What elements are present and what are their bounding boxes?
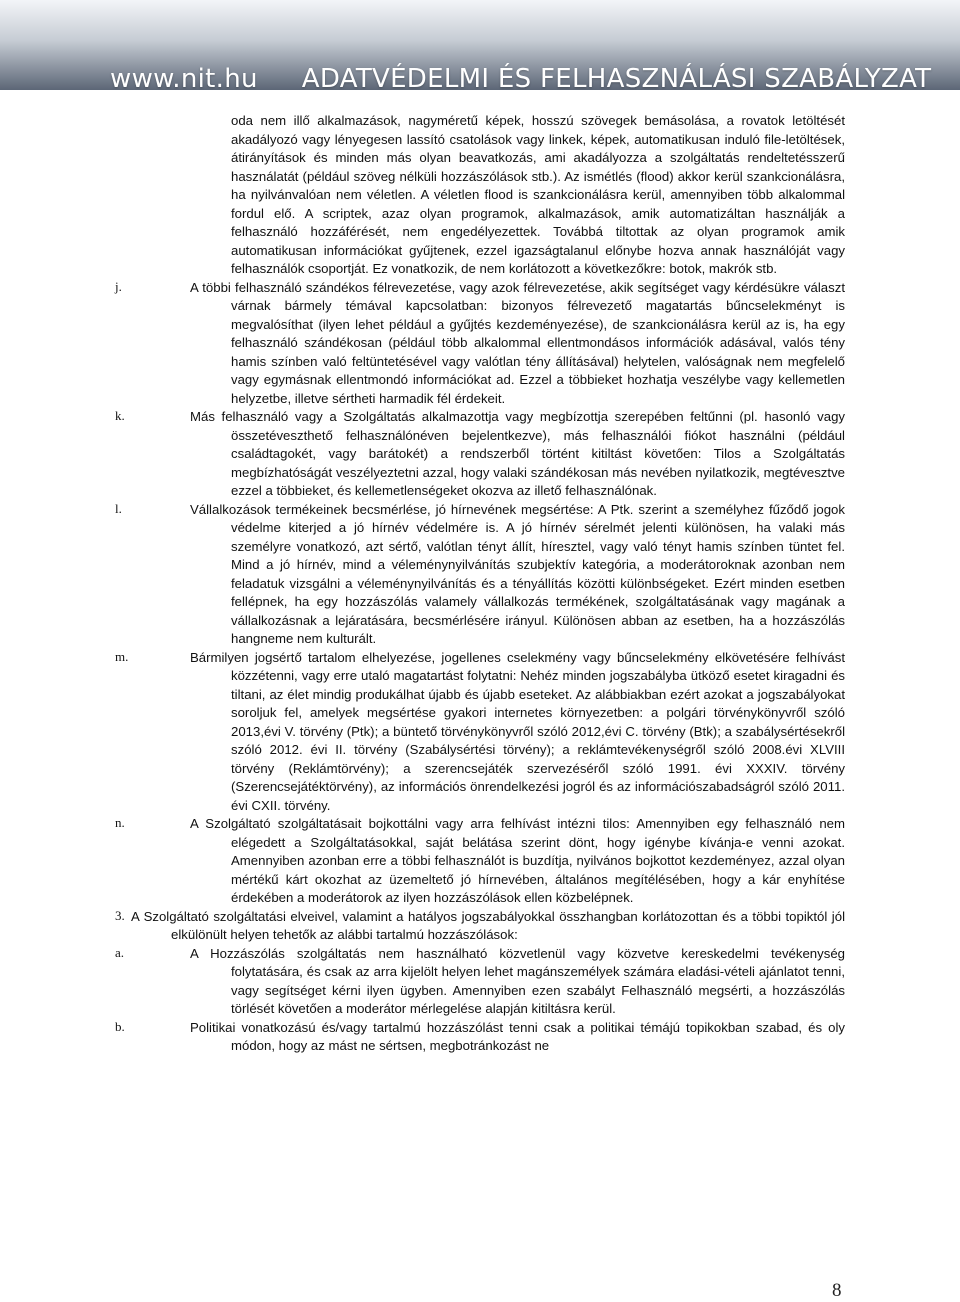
item-text: A Hozzászólás szolgáltatás nem használható közvetlenül vagy közvetve kereskedelmi tevékenység folytatására, és csak az arra kijelölt helyen lehet magánszemélyek számára eladási-vételi ajánlatot tenni, vagy segítséget kérni ilyen ügyben. Amennyiben ezen szabályt Felhasználó megsérti, a hozzászólás törlését követően a moderátor mérlegelése alapján kitiltásra kerül. <box>190 945 845 1016</box>
section-3 <box>115 907 845 945</box>
item-label: b. <box>115 1018 125 1034</box>
page-number: 8 <box>832 1280 842 1301</box>
section-text: A Szolgáltató szolgáltatási elveivel, valamint a hatályos jogszabályokkal összhangban korlátozottan és a többi topiktól jól elkülönült helyen tehetők az alábbi tartalmú hozzászólások: <box>131 908 845 942</box>
section-label: 3. <box>115 907 125 923</box>
list-item-j <box>115 278 845 409</box>
item-label: l. <box>115 500 122 516</box>
item-text: Bármilyen jogsértő tartalom elhelyezése, jogellenes cselekmény vagy bűncselekmény elkövetésére felhívást közzétenni, vagy erre utaló magatartást folytatni: Nehéz minden jogszabályba ütköző esetet kiragadni és tiltani, az élet mindig produkálhat újabb és újabb eseteket. Az alábbiakban ezért azokat a jogszabályokat soroljuk fel, amelyek megsértése gyakori internetes környezetben: a polgári törvénykönyvről szóló 2013,évi V. törvény (Ptk); a büntető törvénykönyvről szóló 2012,évi C. törvény (Btk); a szabálysértésekről szóló 2012. évi II. törvény (Szabálysértési törvény); a reklámtevékenységről szóló 2008.évi XLVIII törvény (Reklámtörvény); a szerencsejáték szervezéséről szóló 1991. évi XXXIV. törvény (Szerencsejátéktörvény), az információs önrendelkezési jogról és az információszabadságról szóló 2011. évi CXII. törvény. <box>190 649 845 813</box>
item-text: Más felhasználó vagy a Szolgáltatás alkalmazottja vagy megbízottja szerepében feltűnni (pl. hasonló vagy összetéveszthető felhasználónéven bejelentkezve), más felhasználói fiókot használni (például családtagokét, vagy barátokét) a rendszerből történt kitiltást követően: Tilos a Szolgáltatás megbízhatóságát veszélyeztetni azzal, hogy valaki szándékosan más nevében nyilatkozik, megtévesztve ezzel a többieket, és kellemetlenségeket okozva az illető felhasználónak. <box>190 409 845 498</box>
list-item-m <box>115 648 845 816</box>
list-item-n <box>115 815 845 908</box>
list-item-k <box>115 408 845 501</box>
sub-item-b <box>115 1018 845 1056</box>
item-label: j. <box>115 278 122 294</box>
sub-item-a <box>115 944 845 1019</box>
item-text: A Szolgáltató szolgáltatásait bojkottálni vagy arra felhívást intézni tilos: Amennyiben egy felhasználó nem elégedett a Szolgáltatásokkal, saját belátása szerint dönt, hogy igénybe kívánja-e venni azokat. Amennyiben azonban erre a többi felhasználót is buzdítja, nyilvános bojkottot kezdeményez, azzal olyan mértékű kárt okozhat az üzemeltető jó hírnevében, általános megítélésében, hogy a kár enyhítése érdekében a moderátorok az ilyen hozzászólások ellen közbelépnek. <box>190 816 845 905</box>
continuation-paragraph: oda nem illő alkalmazások, nagyméretű képek, hosszú szövegek bemásolása, a rovatok letöltését akadályozó vagy lényegesen lassító csatolások vagy linkek, képek, automatikusan induló file-letöltések, átirányítások és minden más olyan beavatkozás, ami akadályozza a szolgáltatás rendeltetésszerű használatát (például szöveg nélküli hozzászólások stb.). Az ismétlés (flood) akkor kerül szankcionálásra, ha nyilvánvalóan nem véletlen. A véletlen flood is szankcionálásra kerül, amennyiben több alkalommal fordul elő. A scriptek, azaz olyan programok, alkalmazások, amik automatizáltan használják a felhasználó hozzáférését, nem engedélyezettek. Továbbá tiltottak az olyan programok amik automatikusan információkat gyűjtenek, ezzel igazságtalanul előnybe hozva annak használóját vagy felhasználók csoportját. Ez vonatkozik, de nem korlátozott a következőkre: botok, makrók stb. <box>231 113 845 276</box>
header-title: ADATVÉDELMI ÉS FELHASZNÁLÁSI SZABÁLYZAT <box>301 64 932 90</box>
header-site[interactable]: www.nit.hu <box>110 64 258 90</box>
document-body <box>0 112 960 1056</box>
item-label: n. <box>115 815 125 830</box>
item-label: m. <box>115 648 129 664</box>
item-label: k. <box>115 408 125 423</box>
item-text: Vállalkozások termékeinek becsmérlése, jó hírnevének megsértése: A Ptk. szerint a személyhez fűződő jogok védelme kiterjed a jó hírnév védelmére is. A jó hírnév sérelmét jelenti különösen, ha valaki más személyre vonatkozó, azt sértő, valótlan tényt állít, híresztel, vagy való tényt hamis színben tüntet fel. Mind a jó hírnév, mind a véleménynyilvánítás szubjektív kategória, a moderátoroknak azonban nem feladatuk vizsgálni a véleménynyilvánítás és a tényállítás közötti különbségeket. Ezért minden esetben fellépnek, ha egy hozzászólás valamely vállalkozás termékének, szolgáltatásának vagy magának a vállalkozásnak a lejáratására, becsmérlésére irányul. Különösen abban az esetben, ha a hozzászólás hangneme nem kulturált. <box>190 501 845 646</box>
item-text: Politikai vonatkozású és/vagy tartalmú hozzászólást tenni csak a politikai témájú topikokban szabad, és oly módon, hogy az mást ne sértsen, megbotránkozást ne <box>190 1019 845 1053</box>
list-item-l <box>115 500 845 649</box>
header-text <box>110 64 931 90</box>
item-label: a. <box>115 944 125 960</box>
header-banner <box>0 0 960 90</box>
item-text: A többi felhasználó szándékos félrevezetése, vagy azok félrevezetése, akik segítséget vagy kérdésükre választ várnak bármely témával kapcsolatban: bizonyos félrevezető magatartás bűncselekményt is megvalósíthat (ilyen lehet például a gyűjtés kezdeményezése), de szankcionálásra kerül az is, ha egy felhasználó szándékosan (például több alkalommal ellentmondásos információk adásával, valós tény hamis színben való feltüntetésével vagy valótlan tény állításával) helytelen, valóságnak nem megfelelő vagy egymásnak ellentmondó információkat ad. Ezzel a többieket hozhatja veszélybe vagy kellemetlen helyzetbe, illetve sértheti harmadik fél érdekeit. <box>190 279 845 406</box>
